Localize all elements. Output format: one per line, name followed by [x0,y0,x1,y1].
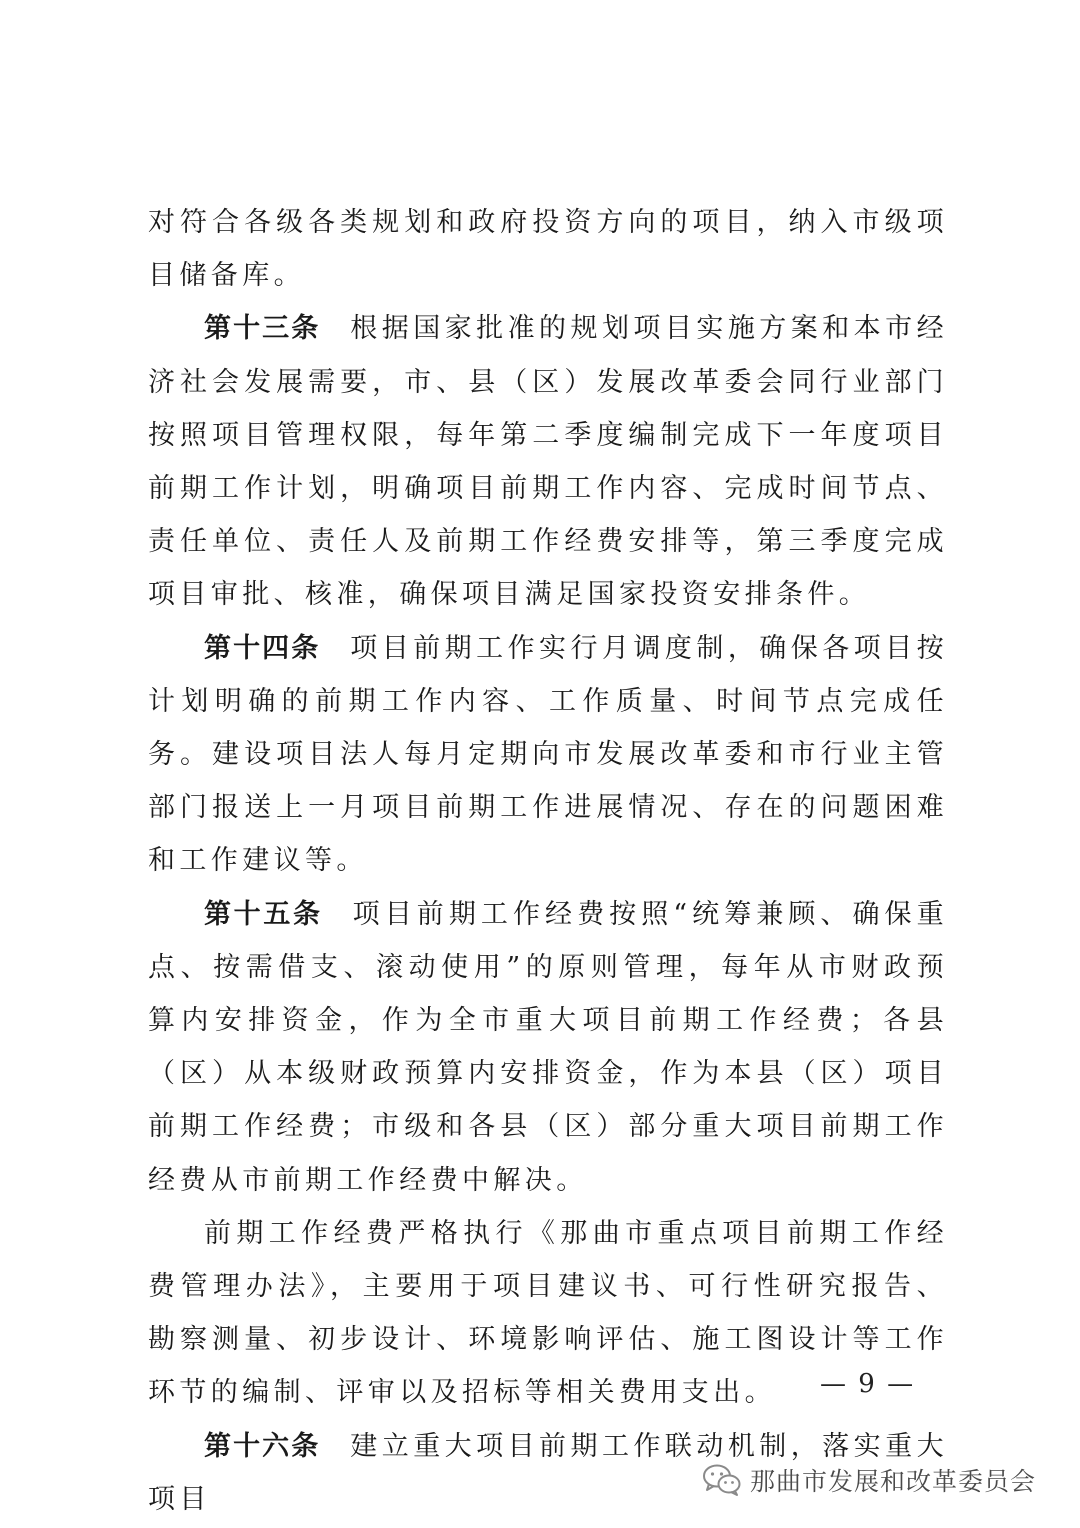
article-heading: 第十三条 [204,313,321,345]
article-13 [148,302,948,621]
article-15 [148,888,948,1207]
paragraph-text: 对符合各级各类规划和政府投资方向的项目，纳入市级项目储备库。 [148,207,948,292]
account-name: 那曲市发展和改革委员会 [750,1467,1037,1496]
article-heading: 第十六条 [204,1430,321,1462]
paragraph-1 [148,196,948,302]
article-heading: 第十四条 [204,632,321,664]
paragraph-text: 建立重大项目前期工作联动机制，落实重大项目 [148,1430,949,1515]
wechat-icon [702,1463,742,1497]
paragraph-text: 前期工作经费严格执行《那曲市重点项目前期工作经费管理办法》，主要用于项目建议书、可行性研究报告、勘察测量、初步设计、环境影响评估、施工图设计等工作环节的编制、评审以及招标等相关费用支出。 [148,1217,948,1409]
paragraph-text: 项目前期工作经费按照“统筹兼顾、确保重点、按需借支、滚动使用”的原则管理，每年从市财政预算内安排资金，作为全市重大项目前期工作经费；各县（区）从本级财政预算内安排资金，作为本县（区）项目前期工作经费；市级和各县（区）部分重大项目前期工作经费从市前期工作经费中解决。 [148,898,948,1196]
article-heading: 第十五条 [204,898,323,930]
wechat-watermark [702,1462,1036,1498]
document-body [148,196,948,1526]
paragraph-text: 根据国家批准的规划项目实施方案和本市经济社会发展需要，市、县（区）发展改革委会同行业部门按照项目管理权限，每年第二季度编制完成下一年度项目前期工作计划，明确项目前期工作内容、完成时间节点、责任单位、责任人及前期工作经费安排等，第三季度完成项目审批、核准，确保项目满足国家投资安排条件。 [148,313,949,611]
paragraph-text: 项目前期工作实行月调度制，确保各项目按计划明确的前期工作内容、工作质量、时间节点完成任务。建设项目法人每月定期向市发展改革委和市行业主管部门报送上一月项目前期工作进展情况、存在的问题困难和工作建议等。 [148,632,949,877]
article-14 [148,622,948,888]
page-number: — 9 — [820,1369,916,1399]
